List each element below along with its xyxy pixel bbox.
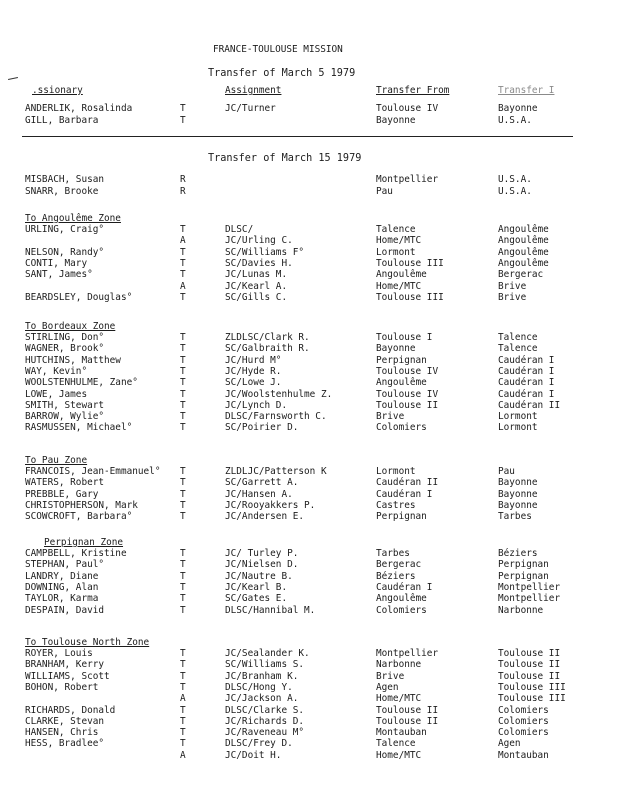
cell-from: Narbonne: [376, 659, 422, 670]
cell-from: Bayonne: [376, 115, 416, 126]
transfer-2-title: Transfer of March 15 1979: [208, 153, 362, 164]
cell-name: BEARDSLEY, Douglas°: [25, 292, 133, 303]
cell-to: Brive: [498, 292, 527, 303]
cell-name: SMITH, Stewart: [25, 400, 105, 411]
document-title: FRANCE-TOULOUSE MISSION: [213, 44, 343, 55]
cell-to: Talence: [498, 343, 538, 354]
cell-code: T: [180, 705, 186, 716]
cell-assignment: SC/Poirier D.: [225, 422, 299, 433]
cell-assignment: DLSC/Hong Y.: [225, 682, 293, 693]
cell-to: Toulouse III: [498, 682, 566, 693]
table-row: [0, 270, 620, 280]
cell-from: Toulouse III: [376, 258, 444, 269]
cell-code: T: [180, 466, 186, 477]
cell-code: T: [180, 411, 186, 422]
cell-from: Colomiers: [376, 422, 427, 433]
cell-name: HANSEN, Chris: [25, 727, 99, 738]
cell-name: MISBACH, Susan: [25, 174, 105, 185]
cell-to: Toulouse II: [498, 671, 561, 682]
cell-code: T: [180, 548, 186, 559]
cell-assignment: JC/Rooyakkers P.: [225, 500, 316, 511]
cell-assignment: SC/Davies H.: [225, 258, 293, 269]
cell-assignment: JC/Hyde R.: [225, 366, 282, 377]
cell-assignment: JC/Nautre B.: [225, 571, 293, 582]
cell-name: WAY, Kevin°: [25, 366, 88, 377]
cell-assignment: JC/Andersen E.: [225, 511, 305, 522]
table-row: [0, 423, 620, 433]
cell-name: BARROW, Wylie°: [25, 411, 105, 422]
cell-to: Narbonne: [498, 605, 544, 616]
cell-assignment: JC/Urling C.: [225, 235, 293, 246]
cell-assignment: SC/Gates E.: [225, 593, 288, 604]
cell-from: Toulouse IV: [376, 389, 439, 400]
cell-name: NELSON, Randy°: [25, 247, 105, 258]
cell-assignment: DLSC/: [225, 224, 254, 235]
cell-assignment: JC/Raveneau M°: [225, 727, 305, 738]
table-row: [0, 706, 620, 716]
cell-assignment: JC/Branham K.: [225, 671, 299, 682]
cell-code: T: [180, 571, 186, 582]
cell-name: ROYER, Louis: [25, 648, 93, 659]
table-row: [0, 594, 620, 604]
table-row: [0, 225, 620, 235]
cell-assignment: ZLDLJC/Patterson K: [225, 466, 327, 477]
cell-from: Brive: [376, 411, 405, 422]
cell-to: Lormont: [498, 411, 538, 422]
table-row: [0, 259, 620, 269]
cell-from: Caudéran II: [376, 477, 439, 488]
cell-code: T: [180, 489, 186, 500]
cell-name: DOWNING, Alan: [25, 582, 99, 593]
cell-from: Lormont: [376, 247, 416, 258]
cell-code: T: [180, 500, 186, 511]
table-row: [0, 401, 620, 411]
cell-code: T: [180, 727, 186, 738]
table-row: [0, 717, 620, 727]
table-row: [0, 739, 620, 749]
cell-name: ANDERLIK, Rosalinda: [25, 103, 133, 114]
cell-from: Brive: [376, 671, 405, 682]
cell-name: FRANCOIS, Jean-Emmanuel°: [25, 466, 161, 477]
cell-to: Talence: [498, 332, 538, 343]
header-missionary: .ssionary: [32, 85, 83, 96]
cell-name: CONTI, Mary: [25, 258, 88, 269]
cell-to: Angoulême: [498, 258, 549, 269]
cell-name: HUTCHINS, Matthew: [25, 355, 121, 366]
table-row: [0, 751, 620, 761]
cell-code: T: [180, 343, 186, 354]
cell-to: Angoulême: [498, 224, 549, 235]
cell-from: Béziers: [376, 571, 416, 582]
cell-assignment: JC/Sealander K.: [225, 648, 310, 659]
cell-code: T: [180, 511, 186, 522]
zone-title: To Toulouse North Zone: [25, 637, 150, 648]
table-row: [0, 512, 620, 522]
cell-from: Angoulême: [376, 593, 427, 604]
cell-code: A: [180, 281, 186, 292]
cell-name: BRANHAM, Kerry: [25, 659, 105, 670]
cell-name: URLING, Craig°: [25, 224, 105, 235]
cell-to: Perpignan: [498, 571, 549, 582]
cell-assignment: JC/Nielsen D.: [225, 559, 299, 570]
table-row: [0, 116, 620, 126]
cell-assignment: SC/Williams F°: [225, 247, 305, 258]
cell-to: Toulouse II: [498, 659, 561, 670]
cell-assignment: JC/Kearl B.: [225, 582, 288, 593]
cell-code: T: [180, 366, 186, 377]
table-row: [0, 236, 620, 246]
cell-to: Toulouse II: [498, 648, 561, 659]
cell-from: Montpellier: [376, 648, 439, 659]
cell-from: Bayonne: [376, 343, 416, 354]
cell-name: WOOLSTENHULME, Zane°: [25, 377, 138, 388]
cell-name: RICHARDS, Donald: [25, 705, 116, 716]
table-row: [0, 412, 620, 422]
table-row: [0, 282, 620, 292]
cell-to: Lormont: [498, 422, 538, 433]
table-row: [0, 694, 620, 704]
cell-name: RASMUSSEN, Michael°: [25, 422, 133, 433]
cell-to: Agen: [498, 738, 521, 749]
cell-to: Bayonne: [498, 489, 538, 500]
cell-code: T: [180, 103, 186, 114]
cell-from: Toulouse II: [376, 716, 439, 727]
table-row: [0, 175, 620, 185]
cell-from: Caudéran I: [376, 582, 433, 593]
divider: [22, 136, 573, 137]
cell-name: HESS, Bradlee°: [25, 738, 105, 749]
table-row: [0, 660, 620, 670]
cell-to: Caudéran I: [498, 366, 555, 377]
cell-assignment: SC/Williams S.: [225, 659, 305, 670]
cell-assignment: JC/Lunas M.: [225, 269, 288, 280]
zone-title: To Angoulême Zone: [25, 213, 121, 224]
table-row: [0, 467, 620, 477]
cell-code: T: [180, 671, 186, 682]
cell-to: Colomiers: [498, 716, 549, 727]
cell-from: Toulouse II: [376, 400, 439, 411]
cell-code: T: [180, 247, 186, 258]
cell-from: Home/MTC: [376, 281, 422, 292]
table-row: [0, 649, 620, 659]
cell-from: Home/MTC: [376, 750, 422, 761]
cell-name: TAYLOR, Karma: [25, 593, 99, 604]
cell-name: SCOWCROFT, Barbara°: [25, 511, 133, 522]
header-transfer-to: Transfer I: [498, 85, 555, 96]
cell-code: T: [180, 477, 186, 488]
table-row: [0, 104, 620, 114]
stray-pen-mark: [8, 77, 18, 80]
cell-code: T: [180, 400, 186, 411]
cell-from: Montpellier: [376, 174, 439, 185]
table-row: [0, 549, 620, 559]
cell-code: T: [180, 115, 186, 126]
table-row: [0, 478, 620, 488]
cell-assignment: JC/Kearl A.: [225, 281, 288, 292]
cell-from: Home/MTC: [376, 235, 422, 246]
cell-from: Angoulême: [376, 377, 427, 388]
cell-code: T: [180, 648, 186, 659]
cell-name: CLARKE, Stevan: [25, 716, 105, 727]
cell-from: Perpignan: [376, 355, 427, 366]
cell-from: Lormont: [376, 466, 416, 477]
cell-to: Toulouse III: [498, 693, 566, 704]
cell-from: Toulouse II: [376, 705, 439, 716]
cell-name: CHRISTOPHERSON, Mark: [25, 500, 138, 511]
cell-code: T: [180, 377, 186, 388]
cell-from: Castres: [376, 500, 416, 511]
cell-from: Talence: [376, 738, 416, 749]
cell-assignment: JC/Turner: [225, 103, 276, 114]
cell-from: Home/MTC: [376, 693, 422, 704]
cell-from: Tarbes: [376, 548, 410, 559]
cell-from: Angoulême: [376, 269, 427, 280]
cell-to: Béziers: [498, 548, 538, 559]
cell-assignment: DLSC/Hannibal M.: [225, 605, 316, 616]
cell-code: R: [180, 186, 186, 197]
cell-to: Caudéran II: [498, 400, 561, 411]
cell-to: Angoulême: [498, 247, 549, 258]
cell-code: T: [180, 716, 186, 727]
cell-from: Agen: [376, 682, 399, 693]
cell-assignment: JC/Hurd M°: [225, 355, 282, 366]
cell-from: Caudéran I: [376, 489, 433, 500]
cell-to: U.S.A.: [498, 186, 532, 197]
cell-code: T: [180, 559, 186, 570]
zone-title: To Pau Zone: [25, 455, 88, 466]
cell-code: T: [180, 659, 186, 670]
cell-code: T: [180, 605, 186, 616]
zone-title: Perpignan Zone: [44, 537, 124, 548]
cell-name: SANT, James°: [25, 269, 93, 280]
cell-assignment: JC/Woolstenhulme Z.: [225, 389, 333, 400]
table-row: [0, 367, 620, 377]
cell-code: T: [180, 332, 186, 343]
cell-assignment: DLSC/Clarke S.: [225, 705, 305, 716]
cell-assignment: JC/Hansen A.: [225, 489, 293, 500]
cell-from: Toulouse IV: [376, 366, 439, 377]
cell-code: T: [180, 738, 186, 749]
cell-code: A: [180, 750, 186, 761]
cell-assignment: JC/Lynch D.: [225, 400, 288, 411]
cell-to: Bayonne: [498, 477, 538, 488]
cell-to: Caudéran I: [498, 389, 555, 400]
cell-from: Talence: [376, 224, 416, 235]
cell-to: Montpellier: [498, 593, 561, 604]
table-row: [0, 560, 620, 570]
cell-name: PREBBLE, Gary: [25, 489, 99, 500]
cell-name: DESPAIN, David: [25, 605, 105, 616]
cell-to: Montauban: [498, 750, 549, 761]
cell-to: Bayonne: [498, 103, 538, 114]
cell-name: STIRLING, Don°: [25, 332, 105, 343]
cell-from: Toulouse III: [376, 292, 444, 303]
header-assignment: Assignment: [225, 85, 282, 96]
cell-code: T: [180, 258, 186, 269]
table-row: [0, 501, 620, 511]
cell-assignment: JC/Richards D.: [225, 716, 305, 727]
cell-code: T: [180, 682, 186, 693]
cell-to: Caudéran I: [498, 377, 555, 388]
header-transfer-from: Transfer From: [376, 85, 450, 96]
cell-code: R: [180, 174, 186, 185]
cell-from: Bergerac: [376, 559, 422, 570]
cell-to: Bergerac: [498, 269, 544, 280]
cell-code: T: [180, 355, 186, 366]
cell-to: Perpignan: [498, 559, 549, 570]
table-row: [0, 672, 620, 682]
cell-code: A: [180, 235, 186, 246]
cell-code: T: [180, 224, 186, 235]
cell-name: SNARR, Brooke: [25, 186, 99, 197]
table-row: [0, 293, 620, 303]
cell-assignment: SC/Garrett A.: [225, 477, 299, 488]
cell-name: WATERS, Robert: [25, 477, 105, 488]
cell-assignment: DLSC/Farnsworth C.: [225, 411, 327, 422]
table-row: [0, 572, 620, 582]
table-row: [0, 683, 620, 693]
cell-to: Montpellier: [498, 582, 561, 593]
cell-code: T: [180, 582, 186, 593]
cell-to: Bayonne: [498, 500, 538, 511]
cell-to: Brive: [498, 281, 527, 292]
cell-from: Montauban: [376, 727, 427, 738]
cell-code: T: [180, 593, 186, 604]
cell-name: GILL, Barbara: [25, 115, 99, 126]
cell-assignment: SC/Galbraith R.: [225, 343, 310, 354]
cell-code: T: [180, 422, 186, 433]
table-row: [0, 356, 620, 366]
table-row: [0, 187, 620, 197]
cell-assignment: JC/Doit H.: [225, 750, 282, 761]
cell-assignment: SC/Lowe J.: [225, 377, 282, 388]
table-row: [0, 378, 620, 388]
cell-to: Colomiers: [498, 705, 549, 716]
table-row: [0, 728, 620, 738]
cell-from: Colomiers: [376, 605, 427, 616]
cell-to: U.S.A.: [498, 115, 532, 126]
cell-from: Toulouse I: [376, 332, 433, 343]
cell-name: STEPHAN, Paul°: [25, 559, 105, 570]
cell-to: Angoulême: [498, 235, 549, 246]
table-row: [0, 490, 620, 500]
cell-from: Toulouse IV: [376, 103, 439, 114]
cell-assignment: JC/ Turley P.: [225, 548, 299, 559]
cell-to: U.S.A.: [498, 174, 532, 185]
cell-code: A: [180, 693, 186, 704]
cell-name: BOHON, Robert: [25, 682, 99, 693]
cell-name: LANDRY, Diane: [25, 571, 99, 582]
cell-name: WILLIAMS, Scott: [25, 671, 110, 682]
cell-code: T: [180, 389, 186, 400]
cell-assignment: DLSC/Frey D.: [225, 738, 293, 749]
cell-to: Pau: [498, 466, 515, 477]
transfer-1-title: Transfer of March 5 1979: [208, 68, 356, 79]
cell-name: CAMPBELL, Kristine: [25, 548, 127, 559]
cell-code: T: [180, 269, 186, 280]
cell-name: LOWE, James: [25, 389, 88, 400]
cell-to: Colomiers: [498, 727, 549, 738]
cell-from: Pau: [376, 186, 393, 197]
zone-title: To Bordeaux Zone: [25, 321, 116, 332]
cell-assignment: SC/Gills C.: [225, 292, 288, 303]
cell-from: Perpignan: [376, 511, 427, 522]
table-row: [0, 390, 620, 400]
cell-assignment: ZLDLSC/Clark R.: [225, 332, 310, 343]
cell-name: WAGNER, Brook°: [25, 343, 105, 354]
table-row: [0, 606, 620, 616]
cell-to: Caudéran I: [498, 355, 555, 366]
cell-to: Tarbes: [498, 511, 532, 522]
cell-assignment: JC/Jackson A.: [225, 693, 299, 704]
table-row: [0, 333, 620, 343]
cell-code: T: [180, 292, 186, 303]
table-row: [0, 344, 620, 354]
table-row: [0, 248, 620, 258]
table-row: [0, 583, 620, 593]
